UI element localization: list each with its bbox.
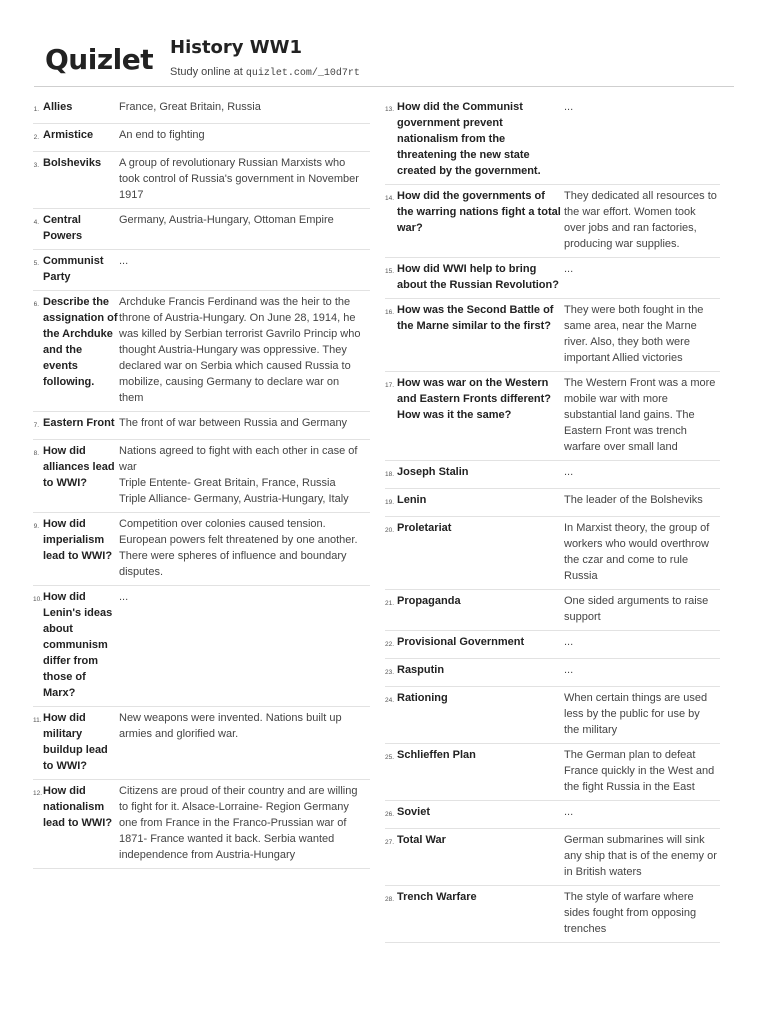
card-definition: ... [119, 591, 129, 603]
card-definition: ... [119, 255, 129, 267]
flashcard-row [385, 489, 720, 517]
card-number: 7. [33, 422, 39, 429]
card-term: Allies [43, 101, 73, 113]
card-number: 17. [385, 382, 395, 389]
card-number: 2. [33, 134, 39, 141]
card-number: 5. [33, 260, 39, 267]
card-term: Eastern Front [43, 417, 115, 429]
flashcard-row [385, 517, 720, 590]
card-number: 20. [385, 527, 395, 534]
flashcard-row [33, 707, 370, 780]
card-term: How was war on the Western and Eastern Fronts different? How was it the same? [397, 377, 552, 421]
card-number: 8. [33, 450, 39, 457]
card-number: 14. [385, 195, 395, 202]
flashcard-row [385, 744, 720, 801]
card-term: How did nationalism lead to WWI? [43, 785, 113, 829]
card-number: 16. [385, 309, 395, 316]
card-number: 18. [385, 471, 395, 478]
card-definition: The style of warfare where sides fought from opposing trenches [564, 891, 697, 935]
card-term: Rasputin [397, 664, 445, 676]
card-term: Propaganda [397, 595, 461, 607]
card-definition: Competition over colonies caused tension. European powers felt threatened by one another. There were spheres of influence and boundary disputes. [119, 518, 358, 578]
card-number: 15. [385, 268, 395, 275]
card-definition: German submarines will sink any ship that is of the enemy or in British waters [564, 834, 717, 878]
card-number: 12. [33, 790, 43, 797]
flashcard-row [385, 258, 720, 299]
card-definition: An end to fighting [119, 129, 205, 141]
card-number: 21. [385, 600, 395, 607]
card-number: 3. [33, 162, 39, 169]
flashcard-list-right [385, 96, 720, 943]
card-number: 1. [33, 106, 39, 113]
flashcard-row [33, 586, 370, 707]
card-definition: They were both fought in the same area, near the Marne river. Also, they both were important Allied victories [564, 304, 704, 364]
flashcard-row [33, 440, 370, 513]
card-definition: Germany, Austria-Hungary, Ottoman Empire [119, 214, 334, 226]
card-definition: ... [564, 263, 574, 275]
flashcard-row [385, 299, 720, 372]
flashcard-row [33, 209, 370, 250]
card-number: 6. [33, 301, 39, 308]
card-term: Lenin [397, 494, 427, 506]
card-term: How did Lenin's ideas about communism differ from those of Marx? [43, 591, 113, 699]
card-term: Describe the assignation of the Archduke and the events following. [43, 296, 118, 388]
flashcard-row [33, 291, 370, 412]
flashcard-row [385, 372, 720, 461]
card-number: 11. [33, 717, 42, 724]
card-term: Armistice [43, 129, 94, 141]
study-url-link[interactable]: quizlet.com/_10d7rt [245, 68, 360, 79]
card-term: Communist Party [43, 255, 104, 283]
card-definition: ... [564, 466, 574, 478]
flashcard-row [33, 513, 370, 586]
card-term: How did military buildup lead to WWI? [43, 712, 108, 772]
header-divider [34, 86, 734, 87]
flashcard-row [385, 590, 720, 631]
card-number: 4. [33, 219, 39, 226]
card-term: How did alliances lead to WWI? [43, 445, 115, 489]
flashcard-row [385, 631, 720, 659]
card-definition: ... [564, 636, 574, 648]
study-online-line [170, 66, 360, 79]
card-number: 26. [385, 811, 395, 818]
card-number: 27. [385, 839, 395, 846]
flashcard-row [33, 412, 370, 440]
card-number: 22. [385, 641, 395, 648]
card-term: How did the governments of the warring nations fight a total war? [397, 190, 561, 234]
card-definition: France, Great Britain, Russia [119, 101, 261, 113]
flashcard-row [33, 780, 370, 869]
card-number: 23. [385, 669, 395, 676]
card-term: How was the Second Battle of the Marne similar to the first? [397, 304, 554, 332]
card-term: How did imperialism lead to WWI? [43, 518, 113, 562]
card-number: 10. [33, 596, 43, 603]
flashcard-row [385, 659, 720, 687]
card-definition: Nations agreed to fight with each other in case of war Triple Entente- Great Britain, France, Russia Triple Alliance- Germany, Austria-Hungary, Italy [119, 445, 358, 505]
card-definition: In Marxist theory, the group of workers who would overthrow the czar and come to rule Russia [564, 522, 710, 582]
card-definition: Archduke Francis Ferdinand was the heir to the throne of Austria-Hungary. On June 28, 1914, he was killed by Serbian terrorist Gavrilo Princip who thought Austria-Hungary was oppressive. They declared war on Serbia which caused Russia to mobilize, causing Germany to declare war on them [119, 296, 361, 404]
card-term: Schlieffen Plan [397, 749, 476, 761]
flashcard-row [33, 250, 370, 291]
flashcard-row [385, 687, 720, 744]
card-term: Proletariat [397, 522, 452, 534]
card-definition: ... [564, 806, 574, 818]
card-definition: ... [564, 101, 574, 113]
card-term: How did WWI help to bring about the Russian Revolution? [397, 263, 559, 291]
card-definition: Citizens are proud of their country and are willing to fight for it. Alsace-Lorraine- Region Germany one from France in the Franco-Prussian war of 1871- France wanted it back. Serbia wanted independence from Austria-Hungary [119, 785, 358, 861]
card-term: Central Powers [43, 214, 83, 242]
flashcard-row [385, 801, 720, 829]
card-term: Bolsheviks [43, 157, 102, 169]
page-title: History WW1 [170, 37, 303, 58]
flashcard-list-left [33, 96, 370, 869]
card-definition: One sided arguments to raise support [564, 595, 709, 623]
flashcard-row [33, 152, 370, 209]
card-term: Provisional Government [397, 636, 525, 648]
card-definition: A group of revolutionary Russian Marxists who took control of Russia's government in November 1917 [119, 157, 359, 201]
card-definition: The front of war between Russia and Germany [119, 417, 348, 429]
card-number: 9. [33, 523, 39, 530]
card-number: 19. [385, 499, 395, 506]
card-term: Joseph Stalin [397, 466, 469, 478]
card-term: Rationing [397, 692, 448, 704]
card-definition: New weapons were invented. Nations built up armies and glorified war. [119, 712, 342, 740]
card-definition: The German plan to defeat France quickly in the West and the fight Russia in the East [564, 749, 715, 793]
card-term: How did the Communist government prevent nationalism from the threatening the new state created by the government. [397, 101, 541, 177]
flashcard-row [33, 96, 370, 124]
flashcard-row [385, 185, 720, 258]
card-definition: The leader of the Bolsheviks [564, 494, 703, 506]
flashcard-row [385, 829, 720, 886]
card-number: 13. [385, 106, 395, 113]
card-term: Trench Warfare [397, 891, 477, 903]
flashcard-row [385, 461, 720, 489]
card-definition: The Western Front was a more mobile war with more substantial land gains. The Eastern Front was trench warfare over small land [564, 377, 716, 453]
flashcard-row [385, 96, 720, 185]
flashcard-row [33, 124, 370, 152]
card-definition: ... [564, 664, 574, 676]
flashcard-row [385, 886, 720, 943]
card-definition: They dedicated all resources to the war effort. Women took over jobs and ran factories, producing war supplies. [564, 190, 717, 250]
quizlet-logo: Quizlet [45, 43, 154, 76]
study-online-prefix: Study online at [170, 66, 243, 78]
card-number: 28. [385, 896, 395, 903]
card-term: Total War [397, 834, 446, 846]
card-number: 24. [385, 697, 395, 704]
card-definition: When certain things are used less by the public for use by the military [564, 692, 708, 736]
card-term: Soviet [397, 806, 431, 818]
card-number: 25. [385, 754, 395, 761]
